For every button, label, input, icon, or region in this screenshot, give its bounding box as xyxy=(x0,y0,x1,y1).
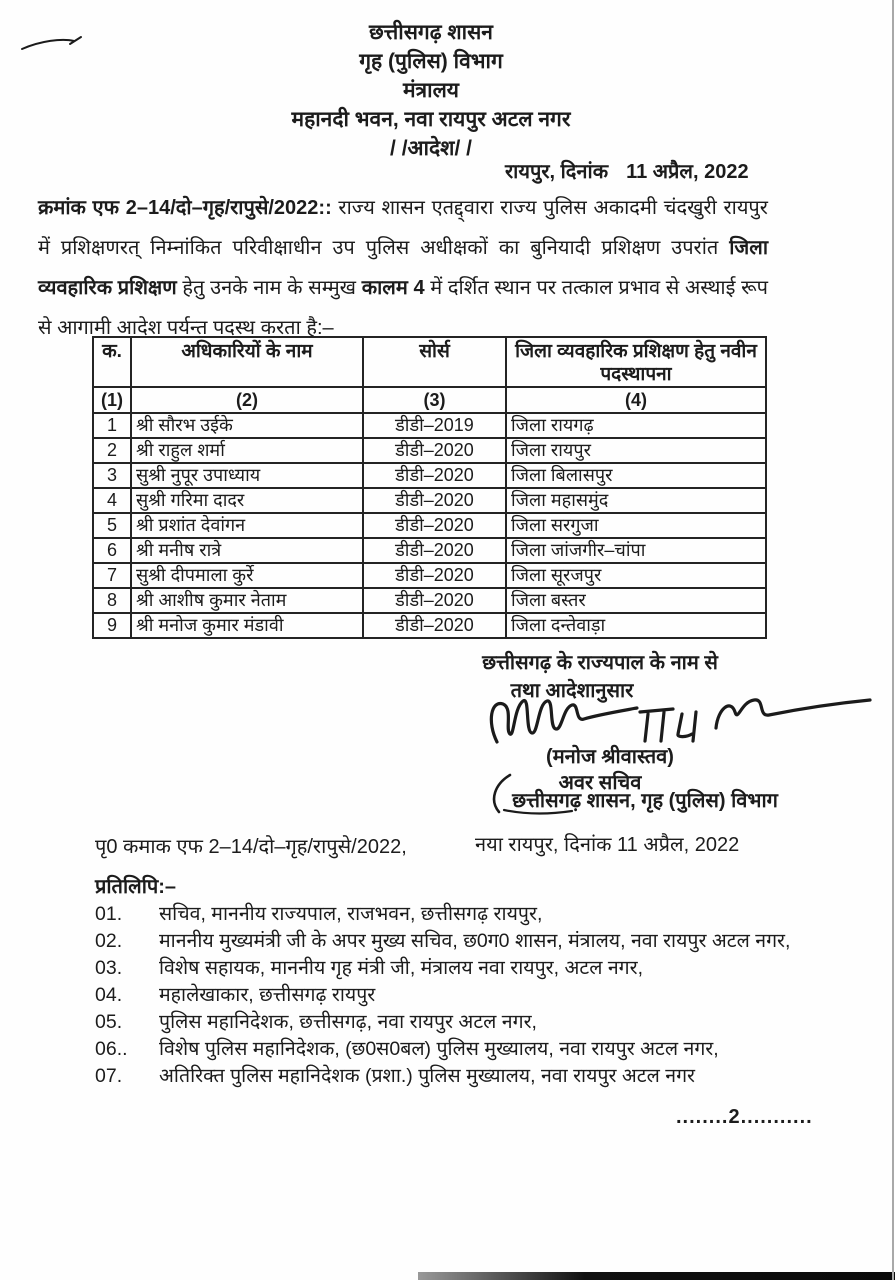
item-text: सचिव, माननीय राज्यपाल, राजभवन, छत्तीसगढ़ रायपुर, xyxy=(159,903,543,925)
posting-cell: जिला महासमुंद xyxy=(506,488,766,513)
item-text: महालेखाकार, छत्तीसगढ़ रायपुर xyxy=(159,984,376,1006)
letterhead xyxy=(0,18,862,163)
source-cell: डीडी–2020 xyxy=(363,438,506,463)
table-row xyxy=(93,613,766,638)
serial-cell: 2 xyxy=(93,438,131,463)
in-the-name-of-governor-line: छत्तीसगढ़ के राज्यपाल के नाम से xyxy=(482,652,718,674)
as-per-order-line: तथा आदेशानुसार xyxy=(510,680,634,702)
serial-cell: 7 xyxy=(93,563,131,588)
order-reference-number: क्रमांक एफ 2–14/दो–गृह/रापुसे/2022:: xyxy=(38,197,332,219)
item-text: विशेष पुलिस महानिदेशक, (छ0स0बल) पुलिस मुख्यालय, नवा रायपुर अटल नगर, xyxy=(159,1038,719,1060)
posting-cell: जिला दन्तेवाड़ा xyxy=(506,613,766,638)
department-name: गृह (पुलिस) विभाग xyxy=(359,50,503,73)
posting-cell: जिला बस्तर xyxy=(506,588,766,613)
serial-cell: 9 xyxy=(93,613,131,638)
officer-name-cell: श्री आशीष कुमार नेताम xyxy=(131,588,363,613)
source-cell: डीडी–2020 xyxy=(363,563,506,588)
signatory-designation: अवर सचिव xyxy=(558,772,642,794)
list-item xyxy=(95,955,797,982)
item-number: 06.. xyxy=(95,1038,128,1060)
date-line xyxy=(505,157,765,184)
source-cell: डीडी–2020 xyxy=(363,488,506,513)
serial-cell: 3 xyxy=(93,463,131,488)
scan-edge-line xyxy=(892,0,894,1280)
item-text: अतिरिक्त पुलिस महानिदेशक (प्रशा.) पुलिस मुख्यालय, नवा रायपुर अटल नगर xyxy=(159,1065,696,1087)
col-header-serial: क. xyxy=(93,337,131,387)
officer-name-cell: सुश्री नुपूर उपाध्याय xyxy=(131,463,363,488)
list-item xyxy=(95,1063,797,1090)
order-title: / /आदेश/ / xyxy=(390,137,472,160)
officer-name-cell: श्री सौरभ उईके xyxy=(131,413,363,438)
paragraph-bold-1: जिला व्यवहारिक प्रशिक्षण xyxy=(38,237,768,299)
table-row xyxy=(93,463,766,488)
place-label: रायपुर, दिनांक xyxy=(505,161,609,183)
list-item xyxy=(95,1009,797,1036)
posting-cell: जिला रायगढ़ xyxy=(506,413,766,438)
officer-name-cell: सुश्री गरिमा दादर xyxy=(131,488,363,513)
subheader-1: (1) xyxy=(93,387,131,413)
source-cell: डीडी–2020 xyxy=(363,463,506,488)
serial-cell: 4 xyxy=(93,488,131,513)
item-text: विशेष सहायक, माननीय गृह मंत्री जी, मंत्रालय नवा रायपुर, अटल नगर, xyxy=(159,957,644,979)
officer-name-cell: सुश्री दीपमाला कुर्रे xyxy=(131,563,363,588)
item-text: माननीय मुख्यमंत्री जी के अपर मुख्य सचिव, छ0ग0 शासन, मंत्रालय, नवा रायपुर अटल नगर, xyxy=(159,930,791,952)
serial-cell: 5 xyxy=(93,513,131,538)
copy-distribution-list xyxy=(95,901,797,1090)
paragraph-text-1: राज्य शासन एतद्द्वारा राज्य पुलिस अकादमी चंदखुरी रायपुर में प्रशिक्षणरत् निम्नांकित परिवीक्षाधीन उप पुलिस अधीक्षकों का बुनियादी प्रशिक्षण उपरांत xyxy=(38,197,768,259)
item-number: 07. xyxy=(95,1065,123,1087)
source-cell: डीडी–2020 xyxy=(363,613,506,638)
item-number: 04. xyxy=(95,984,123,1006)
endorsement-reference: पृ0 कमाक एफ 2–14/दो–गृह/रापुसे/2022, xyxy=(95,836,407,858)
issue-date: 11 अप्रैल, 2022 xyxy=(626,161,749,183)
posting-cell: जिला बिलासपुर xyxy=(506,463,766,488)
source-cell: डीडी–2020 xyxy=(363,588,506,613)
table-row xyxy=(93,513,766,538)
table-row xyxy=(93,538,766,563)
address-line: महानदी भवन, नवा रायपुर अटल नगर xyxy=(291,108,571,131)
table-header-row xyxy=(93,337,766,387)
posting-cell: जिला जांजगीर–चांपा xyxy=(506,538,766,563)
item-text: पुलिस महानिदेशक, छत्तीसगढ़, नवा रायपुर अटल नगर, xyxy=(159,1011,537,1033)
item-number: 01. xyxy=(95,903,123,925)
subheader-3: (3) xyxy=(363,387,506,413)
signatory-department: छत्तीसगढ़ शासन, गृह (पुलिस) विभाग xyxy=(512,790,778,812)
list-item xyxy=(95,1036,797,1063)
page-continuation-marker: ........2........... xyxy=(676,1106,813,1128)
serial-cell: 1 xyxy=(93,413,131,438)
table-row xyxy=(93,588,766,613)
item-number: 02. xyxy=(95,930,123,952)
source-cell: डीडी–2020 xyxy=(363,513,506,538)
order-paragraph xyxy=(38,188,768,348)
posting-cell: जिला सरगुजा xyxy=(506,513,766,538)
ministry-label: मंत्रालय xyxy=(402,79,459,102)
signatory-name: (मनोज श्रीवास्तव) xyxy=(546,746,674,768)
subheader-2: (2) xyxy=(131,387,363,413)
subheader-4: (4) xyxy=(506,387,766,413)
table-row xyxy=(93,438,766,463)
posting-cell: जिला सूरजपुर xyxy=(506,563,766,588)
col-header-officer-name: अधिकारियों के नाम xyxy=(131,337,363,387)
item-number: 03. xyxy=(95,957,123,979)
officer-name-cell: श्री मनोज कुमार मंडावी xyxy=(131,613,363,638)
list-item xyxy=(95,982,797,1009)
item-number: 05. xyxy=(95,1011,123,1033)
table-row xyxy=(93,563,766,588)
paragraph-text-3: में दर्शित स्थान पर तत्काल प्रभाव से अस्थाई रूप से आगामी आदेश पर्यन्त पदस्थ करता है:– xyxy=(38,277,769,339)
scan-shadow-bar xyxy=(418,1272,895,1280)
postings-table xyxy=(92,336,767,639)
government-name: छत्तीसगढ़ शासन xyxy=(369,21,493,44)
officer-name-cell: श्री राहुल शर्मा xyxy=(131,438,363,463)
officer-name-cell: श्री मनीष रात्रे xyxy=(131,538,363,563)
serial-cell: 8 xyxy=(93,588,131,613)
table-row xyxy=(93,413,766,438)
endorsement-place-date: नया रायपुर, दिनांक 11 अप्रैल, 2022 xyxy=(475,834,740,856)
list-item xyxy=(95,901,797,928)
source-cell: डीडी–2020 xyxy=(363,538,506,563)
copies-label: प्रतिलिपि:– xyxy=(95,876,177,898)
paragraph-text-2: हेतु उनके नाम के सम्मुख xyxy=(176,277,362,299)
list-item xyxy=(95,928,797,955)
col-header-source: सोर्स xyxy=(363,337,506,387)
table-subheader-row xyxy=(93,387,766,413)
source-cell: डीडी–2019 xyxy=(363,413,506,438)
table-row xyxy=(93,488,766,513)
paragraph-bold-2: कालम 4 xyxy=(361,277,425,299)
officer-name-cell: श्री प्रशांत देवांगन xyxy=(131,513,363,538)
posting-cell: जिला रायपुर xyxy=(506,438,766,463)
col-header-new-posting: जिला व्यवहारिक प्रशिक्षण हेतु नवीन पदस्थापना xyxy=(506,337,766,387)
serial-cell: 6 xyxy=(93,538,131,563)
